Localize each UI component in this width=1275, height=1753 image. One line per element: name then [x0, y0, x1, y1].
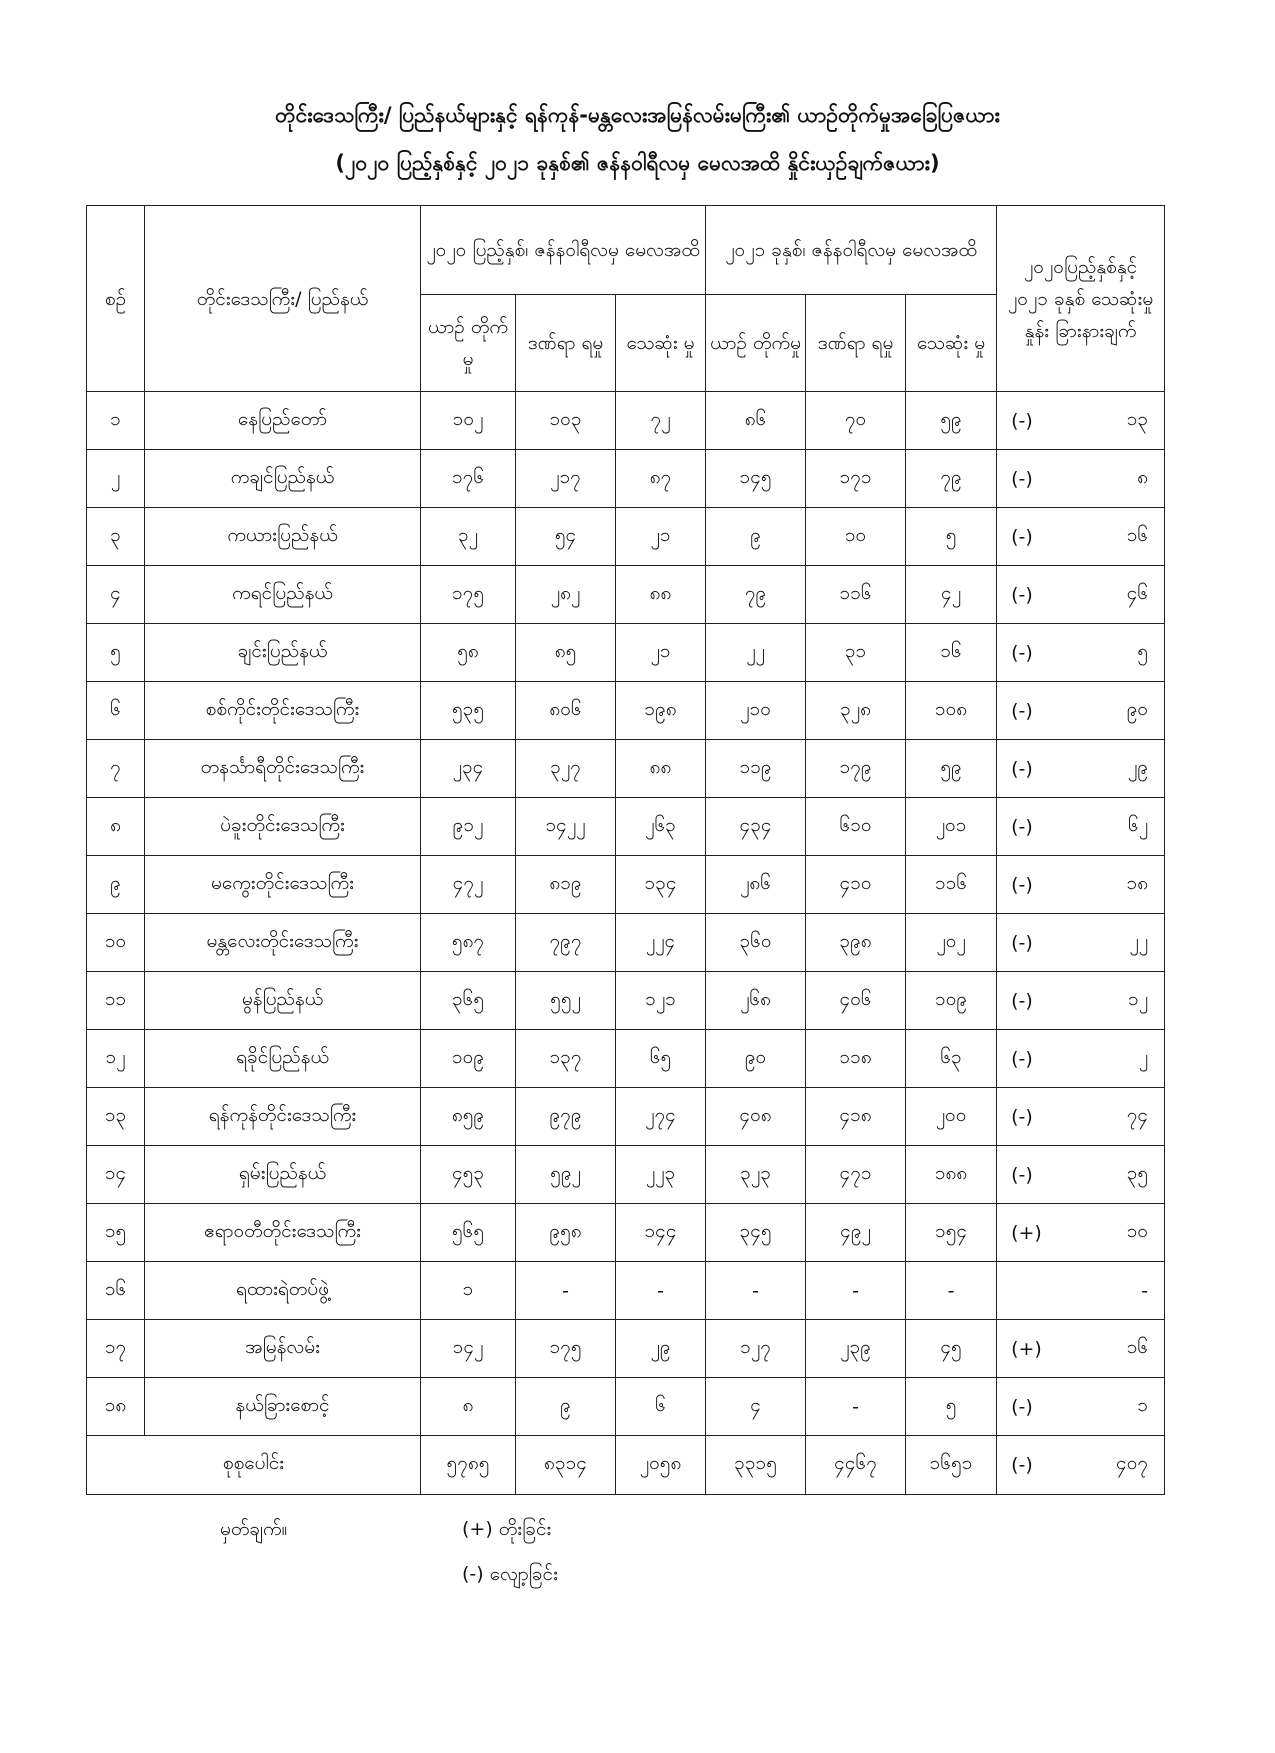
- cell-injured-2021: ၆၁၀: [806, 798, 906, 856]
- cell-accidents-2020: ၅၈၇: [421, 914, 516, 972]
- cell-difference: [997, 856, 1165, 914]
- header-accidents-2021: ယာဉ် တိုက်မှု: [706, 295, 806, 392]
- cell-deaths-2020: ၆၅: [616, 1030, 706, 1088]
- difference-sign: (-): [1011, 583, 1033, 606]
- difference-sign: (-): [1011, 873, 1033, 896]
- cell-injured-2020: ၈၁၉: [516, 856, 616, 914]
- cell-injured-2020: -: [516, 1262, 616, 1320]
- cell-difference: [997, 450, 1165, 508]
- table-row: [87, 1378, 1165, 1436]
- cell-region: မန္တလေးတိုင်းဒေသကြီး: [145, 914, 421, 972]
- difference-value: ၁၈: [1126, 871, 1149, 894]
- cell-deaths-2020: -: [616, 1262, 706, 1320]
- cell-accidents-2021: ၄၀၈: [706, 1088, 806, 1146]
- cell-accidents-2020: ၁၄၂: [421, 1320, 516, 1378]
- cell-region: ကချင်ပြည်နယ်: [145, 450, 421, 508]
- header-injured-2021: ဒဏ်ရာ ရမှု: [806, 295, 906, 392]
- difference-sign: (-): [1011, 525, 1033, 548]
- page-subtitle: (၂၀၂၀ ပြည့်နှစ်နှင့် ၂၀၂၁ ခုနှစ်၏ ဇန်နဝါရီလမှ မေလအထိ နှိုင်းယှဉ်ချက်ဇယား): [335, 151, 940, 175]
- cell-deaths-2021: ၇၉: [906, 450, 997, 508]
- cell-deaths-2021: ၅၉: [906, 740, 997, 798]
- table-row: [87, 450, 1165, 508]
- cell-deaths-2020: ၈၈: [616, 566, 706, 624]
- total-injured-2020: ၈၃၁၄: [516, 1436, 616, 1495]
- cell-region: ချင်းပြည်နယ်: [145, 624, 421, 682]
- cell-injured-2020: ၁၄၂၂: [516, 798, 616, 856]
- cell-difference: [997, 740, 1165, 798]
- cell-difference: [997, 1262, 1165, 1320]
- cell-region: နယ်ခြားစောင့်: [145, 1378, 421, 1436]
- cell-deaths-2021: ၂၀၀: [906, 1088, 997, 1146]
- cell-region: ရခိုင်ပြည်နယ်: [145, 1030, 421, 1088]
- cell-no: ၁၁: [87, 972, 145, 1030]
- cell-no: ၁၀: [87, 914, 145, 972]
- difference-sign: (-): [1011, 1454, 1033, 1476]
- cell-accidents-2020: ၄၅၃: [421, 1146, 516, 1204]
- cell-accidents-2021: ၄: [706, 1378, 806, 1436]
- cell-difference: [997, 392, 1165, 450]
- cell-injured-2021: ၃၂၈: [806, 682, 906, 740]
- difference-value: ၁၀: [1126, 1219, 1149, 1242]
- difference-value: ၁၆: [1126, 523, 1149, 546]
- difference-sign: (-): [1011, 467, 1033, 490]
- cell-injured-2020: ၁၇၅: [516, 1320, 616, 1378]
- cell-deaths-2021: ၁၈၈: [906, 1146, 997, 1204]
- cell-no: ၄: [87, 566, 145, 624]
- cell-difference: [997, 1204, 1165, 1262]
- difference-value: ၇၄: [1126, 1103, 1149, 1126]
- cell-difference: [997, 1146, 1165, 1204]
- cell-accidents-2020: ၈၅၉: [421, 1088, 516, 1146]
- header-deaths-2020: သေဆုံး မှု: [616, 295, 706, 392]
- difference-sign: (-): [1011, 641, 1033, 664]
- cell-region: ဧရာဝတီတိုင်းဒေသကြီး: [145, 1204, 421, 1262]
- cell-no: ၁၃: [87, 1088, 145, 1146]
- header-2021: ၂၀၂၁ ခုနှစ်၊ ဇန်နဝါရီလမှ မေလအထိ: [706, 206, 997, 295]
- cell-deaths-2020: ၇၂: [616, 392, 706, 450]
- cell-deaths-2020: ၂၂၃: [616, 1146, 706, 1204]
- cell-no: ၈: [87, 798, 145, 856]
- cell-deaths-2021: ၆၃: [906, 1030, 997, 1088]
- header-2020: ၂၀၂၀ ပြည့်နှစ်၊ ဇန်နဝါရီလမှ မေလအထိ: [421, 206, 706, 295]
- cell-injured-2021: ၁၇၉: [806, 740, 906, 798]
- cell-injured-2021: ၄၁၈: [806, 1088, 906, 1146]
- header-accidents-2020: ယာဉ် တိုက်မှု: [421, 295, 516, 392]
- cell-difference: [997, 1320, 1165, 1378]
- cell-injured-2020: ၇၉၇: [516, 914, 616, 972]
- cell-difference: [997, 972, 1165, 1030]
- cell-accidents-2021: ၁၂၇: [706, 1320, 806, 1378]
- cell-injured-2020: ၃၂၇: [516, 740, 616, 798]
- cell-deaths-2020: ၂၇၄: [616, 1088, 706, 1146]
- total-deaths-2021: ၁၆၅၁: [906, 1436, 997, 1495]
- difference-value: ၂၂: [1129, 929, 1149, 952]
- cell-accidents-2020: ၅၈: [421, 624, 516, 682]
- cell-accidents-2020: ၈: [421, 1378, 516, 1436]
- cell-deaths-2021: ၅၉: [906, 392, 997, 450]
- cell-no: ၁၄: [87, 1146, 145, 1204]
- difference-sign: (-): [1011, 1163, 1033, 1186]
- cell-accidents-2020: ၅၃၅: [421, 682, 516, 740]
- cell-deaths-2021: ၁၀၉: [906, 972, 997, 1030]
- cell-injured-2020: ၁၃၇: [516, 1030, 616, 1088]
- cell-deaths-2021: ၄၂: [906, 566, 997, 624]
- cell-accidents-2021: ၁၁၉: [706, 740, 806, 798]
- table-row: [87, 1204, 1165, 1262]
- table-row: [87, 508, 1165, 566]
- cell-region: ပဲခူးတိုင်းဒေသကြီး: [145, 798, 421, 856]
- cell-injured-2020: ၅၅၂: [516, 972, 616, 1030]
- header-no: စဉ်: [87, 206, 145, 392]
- cell-no: ၂: [87, 450, 145, 508]
- page-title: တိုင်းဒေသကြီး/ ပြည်နယ်များနှင့် ရန်ကုန်-မန္တလေးအမြန်လမ်းမကြီး၏ ယာဉ်တိုက်မှုအခြေပြဇယား: [275, 103, 1000, 127]
- cell-accidents-2021: ၃၂၃: [706, 1146, 806, 1204]
- cell-accidents-2021: ၁၄၅: [706, 450, 806, 508]
- cell-difference: [997, 798, 1165, 856]
- difference-value: ၈: [1137, 465, 1149, 488]
- cell-accidents-2021: -: [706, 1262, 806, 1320]
- cell-difference: [997, 1436, 1165, 1495]
- cell-injured-2021: ၄၀၆: [806, 972, 906, 1030]
- difference-value: ၂၉: [1128, 755, 1149, 778]
- cell-no: ၃: [87, 508, 145, 566]
- header-deaths-2021: သေဆုံး မှု: [906, 295, 997, 392]
- cell-injured-2021: ၄၇၁: [806, 1146, 906, 1204]
- cell-injured-2021: ၁၇၁: [806, 450, 906, 508]
- difference-sign: (-): [1011, 1047, 1033, 1070]
- cell-accidents-2021: ၃၆၀: [706, 914, 806, 972]
- note-increase: (+) တိုးခြင်း: [462, 1518, 552, 1540]
- cell-deaths-2020: ၂၂၄: [616, 914, 706, 972]
- difference-value: ၁၂: [1128, 987, 1149, 1010]
- cell-difference: [997, 566, 1165, 624]
- cell-injured-2020: ၂၈၂: [516, 566, 616, 624]
- cell-accidents-2021: ၉၀: [706, 1030, 806, 1088]
- difference-sign: (-): [1011, 989, 1033, 1012]
- cell-no: ၁၈: [87, 1378, 145, 1436]
- cell-injured-2020: ၅၄: [516, 508, 616, 566]
- difference-sign: (-): [1011, 1395, 1033, 1418]
- cell-deaths-2020: ၈၈: [616, 740, 706, 798]
- table-row: [87, 914, 1165, 972]
- header-region: တိုင်းဒေသကြီး/ ပြည်နယ်: [145, 206, 421, 392]
- cell-accidents-2021: ၇၉: [706, 566, 806, 624]
- table-row: [87, 856, 1165, 914]
- difference-value: ၉၀: [1126, 697, 1149, 720]
- table-row: [87, 566, 1165, 624]
- cell-injured-2021: -: [806, 1378, 906, 1436]
- difference-sign: (+): [1011, 1337, 1042, 1360]
- cell-no: ၁: [87, 392, 145, 450]
- cell-deaths-2021: ၂၀၂: [906, 914, 997, 972]
- cell-deaths-2020: ၁၉၈: [616, 682, 706, 740]
- cell-deaths-2021: ၁၁၆: [906, 856, 997, 914]
- cell-injured-2020: ၅၉၂: [516, 1146, 616, 1204]
- cell-accidents-2020: ၃၆၅: [421, 972, 516, 1030]
- cell-accidents-2020: ၁၇၅: [421, 566, 516, 624]
- cell-accidents-2020: ၂၃၄: [421, 740, 516, 798]
- table-row: [87, 972, 1165, 1030]
- cell-accidents-2021: ၃၄၅: [706, 1204, 806, 1262]
- cell-deaths-2020: ၂၆၃: [616, 798, 706, 856]
- cell-injured-2021: ၇၀: [806, 392, 906, 450]
- cell-accidents-2021: ၈၆: [706, 392, 806, 450]
- total-deaths-2020: ၂၀၅၈: [616, 1436, 706, 1495]
- cell-injured-2020: ၂၁၇: [516, 450, 616, 508]
- cell-deaths-2021: ၅: [906, 1378, 997, 1436]
- cell-injured-2021: -: [806, 1262, 906, 1320]
- cell-region: တနင်္သာရီတိုင်းဒေသကြီး: [145, 740, 421, 798]
- cell-injured-2020: ၈၅: [516, 624, 616, 682]
- cell-difference: [997, 508, 1165, 566]
- cell-no: ၆: [87, 682, 145, 740]
- accident-table: [86, 205, 1165, 1495]
- cell-region: နေပြည်တော်: [145, 392, 421, 450]
- difference-value: ၄၆: [1126, 581, 1149, 604]
- cell-no: ၁၂: [87, 1030, 145, 1088]
- cell-no: ၅: [87, 624, 145, 682]
- cell-accidents-2021: ၄၃၄: [706, 798, 806, 856]
- difference-value: ၄၀၇: [1116, 1452, 1149, 1474]
- cell-accidents-2020: ၃၂: [421, 508, 516, 566]
- cell-no: ၁၇: [87, 1320, 145, 1378]
- cell-accidents-2021: ၂၆၈: [706, 972, 806, 1030]
- difference-value: ၁၆: [1126, 1335, 1149, 1358]
- cell-difference: [997, 1088, 1165, 1146]
- cell-deaths-2020: ၁၃၄: [616, 856, 706, 914]
- cell-injured-2020: ၉၇၉: [516, 1088, 616, 1146]
- cell-deaths-2021: ၅: [906, 508, 997, 566]
- table-row: [87, 740, 1165, 798]
- cell-deaths-2020: ၈၇: [616, 450, 706, 508]
- difference-sign: (-): [1011, 931, 1033, 954]
- difference-value: ၂: [1138, 1045, 1149, 1068]
- total-accidents-2021: ၃၃၁၅: [706, 1436, 806, 1495]
- cell-deaths-2020: ၂၁: [616, 508, 706, 566]
- cell-region: ကယားပြည်နယ်: [145, 508, 421, 566]
- cell-accidents-2020: ၁: [421, 1262, 516, 1320]
- cell-no: ၁၆: [87, 1262, 145, 1320]
- difference-value: ၁၃: [1126, 407, 1149, 430]
- table-row: [87, 1146, 1165, 1204]
- cell-injured-2021: ၃၉၈: [806, 914, 906, 972]
- cell-injured-2020: ၉၅၈: [516, 1204, 616, 1262]
- table-row: [87, 624, 1165, 682]
- note-label: မှတ်ချက်။: [220, 1518, 288, 1540]
- cell-injured-2021: ၁၁၈: [806, 1030, 906, 1088]
- cell-injured-2020: ၈၀၆: [516, 682, 616, 740]
- cell-accidents-2021: ၉: [706, 508, 806, 566]
- table-row: [87, 1320, 1165, 1378]
- cell-deaths-2021: ၂၀၁: [906, 798, 997, 856]
- difference-sign: (+): [1011, 1221, 1042, 1244]
- cell-accidents-2020: ၅၆၅: [421, 1204, 516, 1262]
- cell-accidents-2021: ၂၈၆: [706, 856, 806, 914]
- cell-region: မွန်ပြည်နယ်: [145, 972, 421, 1030]
- cell-injured-2021: ၃၁: [806, 624, 906, 682]
- difference-value: ၃၅: [1126, 1161, 1149, 1184]
- table-row: [87, 392, 1165, 450]
- cell-region: ရှမ်းပြည်နယ်: [145, 1146, 421, 1204]
- difference-sign: (-): [1011, 757, 1033, 780]
- cell-deaths-2020: ၂၉: [616, 1320, 706, 1378]
- table-row: [87, 682, 1165, 740]
- cell-deaths-2021: ၄၅: [906, 1320, 997, 1378]
- cell-region: ရထားရဲတပ်ဖွဲ့: [145, 1262, 421, 1320]
- cell-accidents-2020: ၁၀၉: [421, 1030, 516, 1088]
- table-row: [87, 1030, 1165, 1088]
- cell-difference: [997, 914, 1165, 972]
- table-body: [87, 392, 1165, 1495]
- cell-deaths-2020: ၆: [616, 1378, 706, 1436]
- table-row: [87, 1088, 1165, 1146]
- cell-injured-2021: ၁၁၆: [806, 566, 906, 624]
- difference-sign: (-): [1011, 409, 1033, 432]
- cell-accidents-2020: ၄၇၂: [421, 856, 516, 914]
- cell-region: ကရင်ပြည်နယ်: [145, 566, 421, 624]
- cell-deaths-2020: ၂၁: [616, 624, 706, 682]
- header-injured-2020: ဒဏ်ရာ ရမှု: [516, 295, 616, 392]
- cell-region: အမြန်လမ်း: [145, 1320, 421, 1378]
- total-row: [87, 1436, 1165, 1495]
- cell-no: ၇: [87, 740, 145, 798]
- cell-injured-2021: ၂၃၉: [806, 1320, 906, 1378]
- cell-injured-2021: ၁၀: [806, 508, 906, 566]
- difference-value: ၆၂: [1128, 813, 1149, 836]
- cell-accidents-2020: ၁၇၆: [421, 450, 516, 508]
- cell-deaths-2020: ၁၂၁: [616, 972, 706, 1030]
- cell-no: ၉: [87, 856, 145, 914]
- cell-region: မကွေးတိုင်းဒေသကြီး: [145, 856, 421, 914]
- cell-difference: [997, 1378, 1165, 1436]
- difference-sign: (-): [1011, 1105, 1033, 1128]
- table-row: [87, 1262, 1165, 1320]
- cell-accidents-2021: ၂၂: [706, 624, 806, 682]
- cell-injured-2020: ၉: [516, 1378, 616, 1436]
- total-injured-2021: ၄၄၆၇: [806, 1436, 906, 1495]
- difference-value: -: [1141, 1279, 1149, 1302]
- cell-region: ရန်ကုန်တိုင်းဒေသကြီး: [145, 1088, 421, 1146]
- total-label: စုစုပေါင်း: [87, 1436, 421, 1495]
- cell-accidents-2020: ၉၁၂: [421, 798, 516, 856]
- cell-region: စစ်ကိုင်းတိုင်းဒေသကြီး: [145, 682, 421, 740]
- note-decrease: (-) လျော့ခြင်း: [462, 1563, 558, 1585]
- header-compare: ၂၀၂၀ပြည့်နှစ်နှင့် ၂၀၂၁ ခုနှစ် သေဆုံးမှုနှုန်း ခြားနားချက်: [997, 206, 1165, 392]
- difference-value: ၁: [1137, 1393, 1149, 1416]
- cell-injured-2020: ၁၀၃: [516, 392, 616, 450]
- cell-deaths-2021: ၁၀၈: [906, 682, 997, 740]
- difference-value: ၅: [1137, 639, 1149, 662]
- cell-accidents-2020: ၁၀၂: [421, 392, 516, 450]
- table-row: [87, 798, 1165, 856]
- cell-deaths-2021: ၁၅၄: [906, 1204, 997, 1262]
- cell-injured-2021: ၄၉၂: [806, 1204, 906, 1262]
- cell-deaths-2021: -: [906, 1262, 997, 1320]
- difference-sign: (-): [1011, 815, 1033, 838]
- cell-difference: [997, 624, 1165, 682]
- cell-difference: [997, 1030, 1165, 1088]
- cell-deaths-2020: ၁၄၄: [616, 1204, 706, 1262]
- cell-accidents-2021: ၂၁၀: [706, 682, 806, 740]
- total-accidents-2020: ၅၇၈၅: [421, 1436, 516, 1495]
- cell-no: ၁၅: [87, 1204, 145, 1262]
- cell-injured-2021: ၄၁၀: [806, 856, 906, 914]
- cell-deaths-2021: ၁၆: [906, 624, 997, 682]
- difference-sign: (-): [1011, 699, 1033, 722]
- cell-difference: [997, 682, 1165, 740]
